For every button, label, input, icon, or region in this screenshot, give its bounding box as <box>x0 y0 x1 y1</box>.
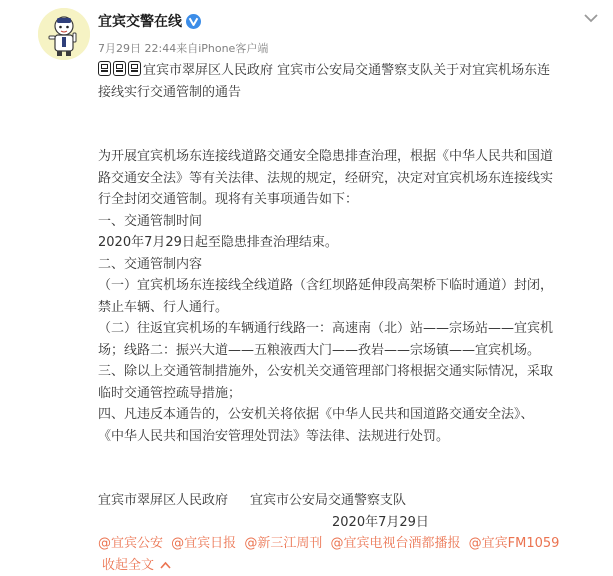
body-line: 路交通安全法》等有关法律、法规的规定，经研究，决定对宜宾机场东连接线实 <box>98 168 604 190</box>
body-line: 二、交通管制内容 <box>98 254 604 276</box>
body-line: 2020年7月29日起至隐患排查治理结束。 <box>98 232 604 254</box>
post-meta[interactable]: 7月29日 22:44来自iPhone客户端 <box>98 40 268 56</box>
post-title-line <box>98 60 604 82</box>
post-title-line: 接线实行交通管制的通告 <box>98 82 604 104</box>
body-line: 禁止车辆、行人通行。 <box>98 297 604 319</box>
collapse-row <box>98 555 604 576</box>
post-content <box>98 60 604 576</box>
body-line: 临时交通管控疏导措施； <box>98 383 604 405</box>
body-line: 四、凡违反本通告的，公安机关将依据《中华人民共和国道路交通安全法》、 <box>98 404 604 426</box>
body-line: 三、除以上交通管制措施外，公安机关交通管理部门将根据交通实际情况，采取 <box>98 361 604 383</box>
chevron-down-icon[interactable] <box>583 9 599 21</box>
body-line: 行全封闭交通管制。现将有关事项通告如下： <box>98 189 604 211</box>
body-line: 《中华人民共和国治安管理处罚法》等法律、法规进行处罚。 <box>98 426 604 448</box>
verified-v-icon <box>186 14 201 29</box>
signature-police: 宜宾市公安局交通警察支队 <box>250 490 406 512</box>
mention-link[interactable]: @宜宾日报 <box>171 536 236 551</box>
emoji-icon <box>128 61 141 76</box>
body-line: 一、交通管制时间 <box>98 211 604 233</box>
emoji-icon <box>113 61 126 76</box>
collapse-label: 收起全文 <box>102 555 154 576</box>
post-title-text: 宜宾市翠屏区人民政府 宜宾市公安局交通警察支队关于对宜宾机场东连 <box>143 63 550 78</box>
avatar[interactable] <box>38 8 90 60</box>
signature-date: 2020年7月29日 <box>98 512 604 534</box>
mention-link[interactable]: @宜宾公安 <box>98 536 163 551</box>
mention-link[interactable]: @新三江周刊 <box>244 536 322 551</box>
mention-link[interactable]: @宜宾FM1059 <box>469 536 560 551</box>
mentions-line <box>98 533 604 555</box>
body-line: （二）往返宜宾机场的车辆通行线路一：高速南（北）站——宗场站——宜宾机 <box>98 318 604 340</box>
mention-link[interactable]: @宜宾电视台酒都播报 <box>330 536 460 551</box>
emoji-icon <box>98 61 111 76</box>
body-line: （一）宜宾机场东连接线全线道路（含红坝路延伸段高架桥下临时通道）封闭， <box>98 275 604 297</box>
body-line: 场；线路二：振兴大道——五粮液西大门——孜岩——宗场镇——宜宾机场。 <box>98 340 604 362</box>
chevron-up-icon <box>160 561 171 569</box>
signature-line <box>98 490 604 512</box>
collapse-button[interactable] <box>98 555 171 576</box>
author-name[interactable]: 宜宾交警在线 <box>98 11 182 31</box>
author-row <box>98 11 201 31</box>
signature-gov: 宜宾市翠屏区人民政府 <box>98 490 228 512</box>
body-line: 为开展宜宾机场东连接线道路交通安全隐患排查治理，根据《中华人民共和国道 <box>98 146 604 168</box>
